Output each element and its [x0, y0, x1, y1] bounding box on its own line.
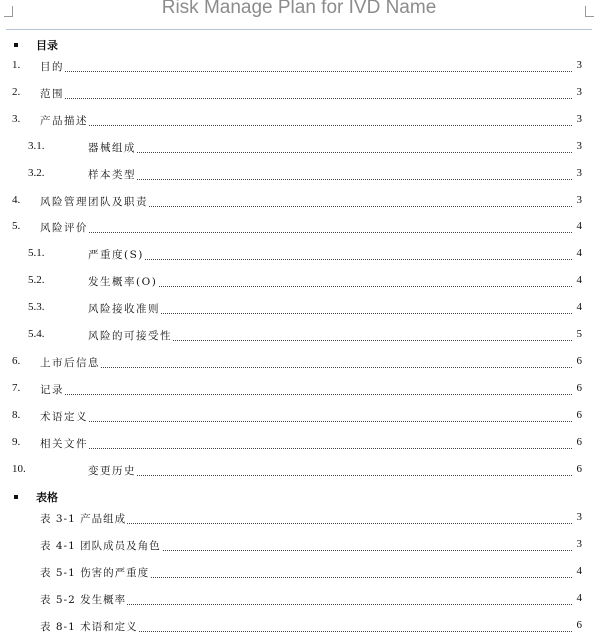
toc-entry-title[interactable]: 记录: [40, 384, 64, 396]
toc-entry[interactable]: [0, 274, 598, 290]
toc-entry-title[interactable]: 器械组成: [88, 142, 136, 154]
toc-dot-leader: [40, 394, 572, 395]
toc-entry-page: 6: [576, 382, 582, 394]
toc-entry-page: 6: [576, 409, 582, 421]
toc-entry-number: 5.2.: [28, 274, 45, 286]
toc-dot-leader: [88, 152, 572, 153]
table-list-entry-title[interactable]: 表 5-2 发生概率: [40, 594, 127, 606]
toc-entry-number: 8.: [12, 409, 21, 421]
toc-entry[interactable]: [0, 113, 598, 129]
toc-entry[interactable]: [0, 59, 598, 75]
toc-entry-title[interactable]: 相关文件: [40, 438, 88, 450]
toc-entry-number: 5.4.: [28, 328, 45, 340]
toc-entry-title[interactable]: 术语定义: [40, 411, 88, 423]
table-list-entry[interactable]: [0, 619, 598, 635]
toc-dot-leader: [40, 71, 572, 72]
toc-entry[interactable]: [0, 140, 598, 156]
toc-dot-leader: [40, 421, 572, 422]
toc-entry-page: 3: [576, 194, 582, 206]
table-list-entry-page: 3: [576, 538, 582, 550]
square-bullet-icon: [14, 43, 18, 47]
toc-entry-title[interactable]: 发生概率(O): [88, 276, 158, 288]
toc-entry[interactable]: [0, 382, 598, 398]
toc-entry[interactable]: [0, 301, 598, 317]
toc-entry-title[interactable]: 范围: [40, 88, 64, 100]
toc-entry-title[interactable]: 目的: [40, 61, 64, 73]
toc-entry-title[interactable]: 严重度(S): [88, 249, 144, 261]
table-list-entry-page: 4: [576, 565, 582, 577]
toc-dot-leader: [88, 286, 572, 287]
toc-entry-number: 3.2.: [28, 167, 45, 179]
toc-entry[interactable]: [0, 194, 598, 210]
toc-dot-leader: [88, 179, 572, 180]
toc-entry-page: 3: [576, 86, 582, 98]
toc-entry-number: 9.: [12, 436, 21, 448]
table-list-entry-title[interactable]: 表 3-1 产品组成: [40, 513, 127, 525]
toc-dot-leader: [40, 98, 572, 99]
toc-entry-title[interactable]: 风险管理团队及职责: [40, 196, 148, 208]
toc-entry[interactable]: [0, 328, 598, 344]
table-list-entry[interactable]: [0, 592, 598, 608]
table-list-entry-title[interactable]: 表 5-1 伤害的严重度: [40, 567, 150, 579]
toc-entry-page: 3: [576, 59, 582, 71]
toc-entry[interactable]: [0, 463, 598, 479]
square-bullet-icon: [14, 495, 18, 499]
toc-entry-title[interactable]: 风险的可接受性: [88, 330, 172, 342]
table-list-entry[interactable]: [0, 511, 598, 527]
toc-entry-number: 2.: [12, 86, 21, 98]
toc-dot-leader: [40, 367, 572, 368]
toc-entry-title[interactable]: 风险接收准则: [88, 303, 160, 315]
toc-entry[interactable]: [0, 247, 598, 263]
toc-entry[interactable]: [0, 355, 598, 371]
toc-entry-number: 3.1.: [28, 140, 45, 152]
table-list-entry-page: 4: [576, 592, 582, 604]
toc-entry-number: 5.: [12, 220, 21, 232]
table-list-entry[interactable]: [0, 565, 598, 581]
toc-entry-number: 6.: [12, 355, 21, 367]
table-list-entry-title[interactable]: 表 4-1 团队成员及角色: [40, 540, 161, 552]
toc-entry[interactable]: [0, 86, 598, 102]
toc-entry-title[interactable]: 变更历史: [88, 465, 136, 477]
toc-dot-leader: [40, 232, 572, 233]
toc-entry-title[interactable]: 产品描述: [40, 115, 88, 127]
toc-entry-title[interactable]: 样本类型: [88, 169, 136, 181]
toc-entry[interactable]: [0, 409, 598, 425]
toc-entry-number: 3.: [12, 113, 21, 125]
table-list-entry-title[interactable]: 表 8-1 术语和定义: [40, 621, 138, 633]
contents-heading: 目录: [36, 39, 58, 52]
contents-heading-row: [14, 37, 58, 53]
table-list-entry-page: 6: [576, 619, 582, 631]
toc-entry-number: 5.3.: [28, 301, 45, 313]
toc-entry[interactable]: [0, 220, 598, 236]
toc-dot-leader: [40, 448, 572, 449]
toc-entry-number: 1.: [12, 59, 21, 71]
toc-entry[interactable]: [0, 167, 598, 183]
toc-entry-page: 6: [576, 436, 582, 448]
toc-entry-number: 5.1.: [28, 247, 45, 259]
toc-entry[interactable]: [0, 436, 598, 452]
table-list-entry[interactable]: [0, 538, 598, 554]
toc-entry-page: 3: [576, 113, 582, 125]
toc-dot-leader: [88, 475, 572, 476]
toc-entry-page: 6: [576, 463, 582, 475]
toc-dot-leader: [40, 125, 572, 126]
document-header-title: Risk Manage Plan for IVD Name: [161, 0, 437, 18]
header-divider: [6, 29, 592, 30]
toc-entry-page: 6: [576, 355, 582, 367]
toc-entry-number: 7.: [12, 382, 21, 394]
toc-entry-page: 5: [576, 328, 582, 340]
toc-dot-leader: [88, 259, 572, 260]
tables-heading: 表格: [36, 491, 58, 504]
toc-entry-number: 10.: [12, 463, 26, 475]
table-list-entry-page: 3: [576, 511, 582, 523]
toc-entry-page: 4: [576, 247, 582, 259]
toc-entry-page: 3: [576, 167, 582, 179]
toc-entry-number: 4.: [12, 194, 21, 206]
toc-entry-title[interactable]: 风险评价: [40, 222, 88, 234]
toc-entry-page: 4: [576, 220, 582, 232]
toc-entry-title[interactable]: 上市后信息: [40, 357, 100, 369]
toc-entry-page: 4: [576, 274, 582, 286]
tables-heading-row: [14, 489, 58, 505]
toc-entry-page: 4: [576, 301, 582, 313]
toc-entry-page: 3: [576, 140, 582, 152]
